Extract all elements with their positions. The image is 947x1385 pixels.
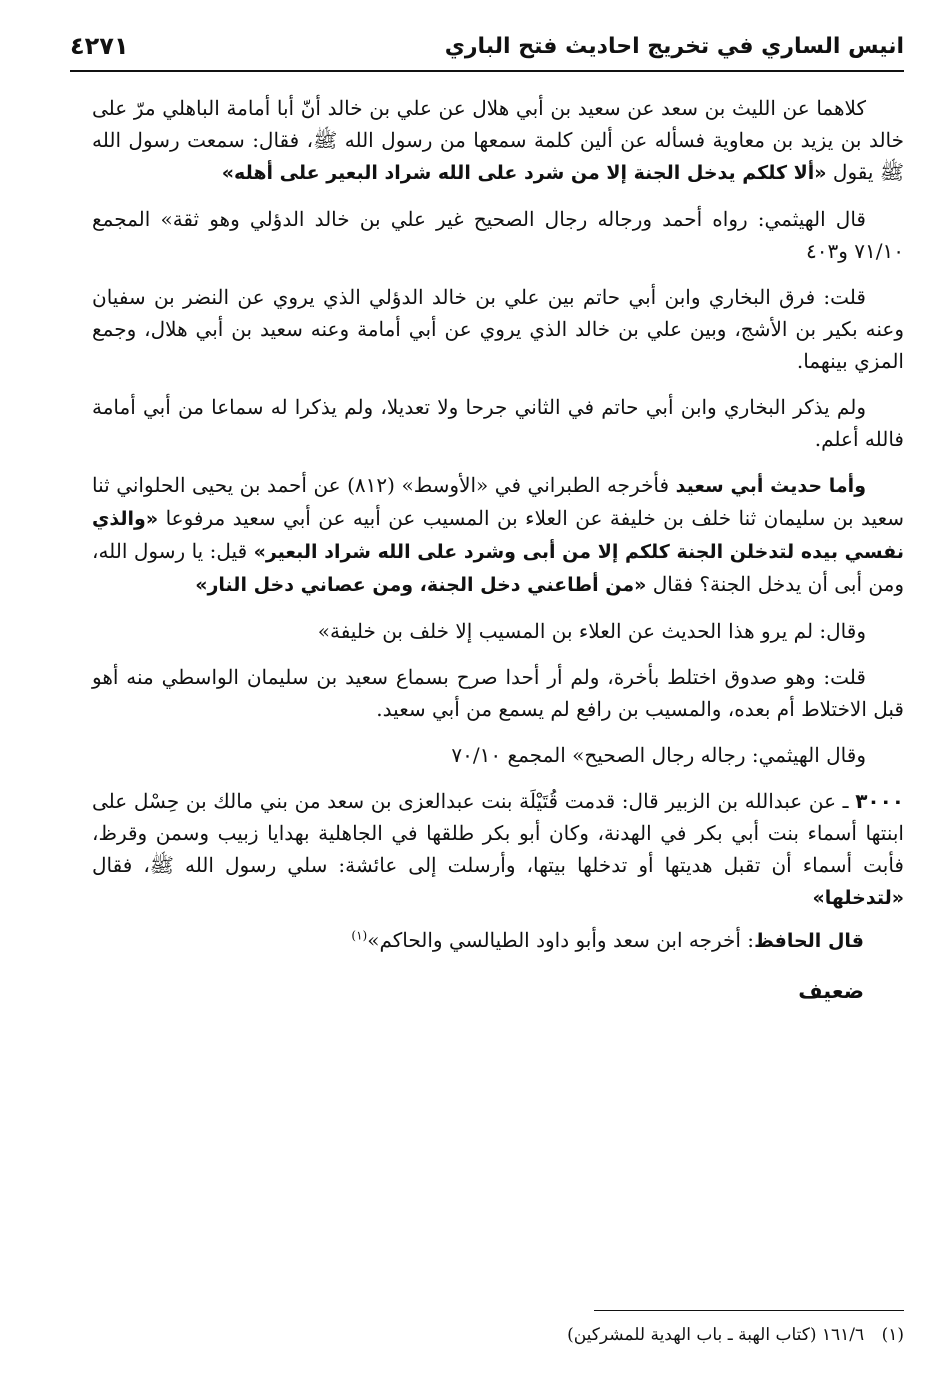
paragraph-6 — [92, 615, 904, 647]
hafiz-statement — [92, 924, 904, 957]
footnote-text: ١٦١/٦ (كتاب الهبة ـ باب الهدية للمشركين) — [567, 1325, 865, 1345]
paragraph-7 — [92, 661, 904, 725]
paragraph-4-text: ولم يذكر البخاري وابن أبي حاتم في الثاني جرحا ولا تعديلا، ولم يذكرا له سماعا من أبي أمامة فالله أعلم. — [92, 395, 904, 451]
paragraph-7-text: قلت: وهو صدوق اختلط بأخرة، ولم أر أحدا صرح بسماع سعيد بن سليمان الواسطي منه أهو قبل الاختلاط أم بعده، والمسيب بن رافع لم يسمع من أبي سعيد. — [92, 665, 904, 721]
hadith-quote: «لتدخلها» — [812, 887, 904, 909]
header-rule — [70, 70, 904, 72]
hadith-entry — [92, 785, 904, 914]
paragraph-5-text-1: فأخرجه الطبراني في «الأوسط» (٨١٢) عن أحمد بن يحيى الحلواني ثنا سعيد بن سليمان ثنا خلف بن خليفة عن العلاء بن المسيب عن أبيه عن أبي سعيد مرفوعا — [92, 473, 904, 530]
hafiz-label: قال الحافظ — [754, 930, 864, 952]
paragraph-3-text: قلت: فرق البخاري وابن أبي حاتم بين علي بن خالد الدؤلي الذي يروي عن النضر بن سفيان وعنه بكير بن الأشج، وبين علي بن خالد الذي يروي عن أبي أمامة وعنه سعيد بن أبي هلال، وجمع المزي بينهما. — [92, 285, 904, 373]
paragraph-8-text: وقال الهيثمي: رجاله رجال الصحيح» المجمع ٧٠/١٠ — [451, 743, 866, 767]
footnote-number: (١) — [881, 1325, 904, 1345]
paragraph-5-lead: وأما حديث أبي سعيد — [675, 475, 867, 497]
paragraph-8 — [92, 739, 904, 771]
hadith-text: ـ عن عبدالله بن الزبير قال: قدمت قُتَيْلَة بنت عبدالعزى بن سعد من بني مالك بن حِسْل على ابنتها أسماء بنت أبي بكر في الهدنة، وكان أبو بكر طلقها في الجاهلية بهدايا زبيب وسمن وقرظ، فأبت أسماء أن تقبل هديتها أو تدخلها بيتها، وأرسلت إلى عائشة: سلي رسول الله ﷺ، فقال — [92, 789, 904, 877]
paragraph-5-quote-1: «والذي نفسي بيده لتدخلن الجنة كلكم إلا من أبى وشرد على الله شراد البعير» — [92, 508, 904, 563]
paragraph-2-text: قال الهيثمي: رواه أحمد ورجاله رجال الصحيح غير علي بن خالد الدؤلي وهو ثقة» المجمع ٧١/١٠ و٤٠٣ — [92, 207, 904, 263]
footnote-ref: (١) — [351, 928, 368, 943]
main-text — [92, 92, 904, 1007]
hadith-number: ٣٠٠٠ — [855, 789, 905, 813]
paragraph-1-quote: «ألا كلكم يدخل الجنة إلا من شرد على الله شراد البعير على أهله» — [221, 162, 827, 184]
running-header — [70, 28, 904, 72]
paragraph-5-text-2: قيل: يا رسول الله، ومن أبى أن يدخل الجنة؟ فقال — [92, 539, 904, 596]
paragraph-2 — [92, 203, 904, 267]
paragraph-6-text: وقال: لم يرو هذا الحديث عن العلاء بن المسيب إلا خلف بن خليفة» — [317, 619, 866, 643]
paragraph-1 — [92, 92, 904, 189]
paragraph-5 — [92, 469, 904, 601]
paragraph-5-quote-2: «من أطاعني دخل الجنة، ومن عصاني دخل النار» — [195, 574, 647, 596]
footnote-rule — [594, 1310, 904, 1311]
book-title: انيس الساري في تخريج احاديث فتح الباري — [444, 34, 904, 59]
paragraph-1-text: كلاهما عن الليث بن سعد عن سعيد بن أبي هلال عن علي بن خالد أنّ أبا أمامة الباهلي مرّ على خالد بن يزيد بن معاوية فسأله عن ألين كلمة سمعها من رسول الله ﷺ، فقال: سمعت رسول الله ﷺ يقول — [92, 96, 904, 184]
hafiz-text: : أخرجه ابن سعد وأبو داود الطيالسي والحاكم» — [367, 928, 755, 952]
page-number: ٤٢٧١ — [70, 32, 129, 60]
paragraph-4 — [92, 391, 904, 455]
hadith-grade: ضعيف — [798, 979, 864, 1003]
paragraph-3 — [92, 281, 904, 377]
footnote — [84, 1322, 904, 1348]
